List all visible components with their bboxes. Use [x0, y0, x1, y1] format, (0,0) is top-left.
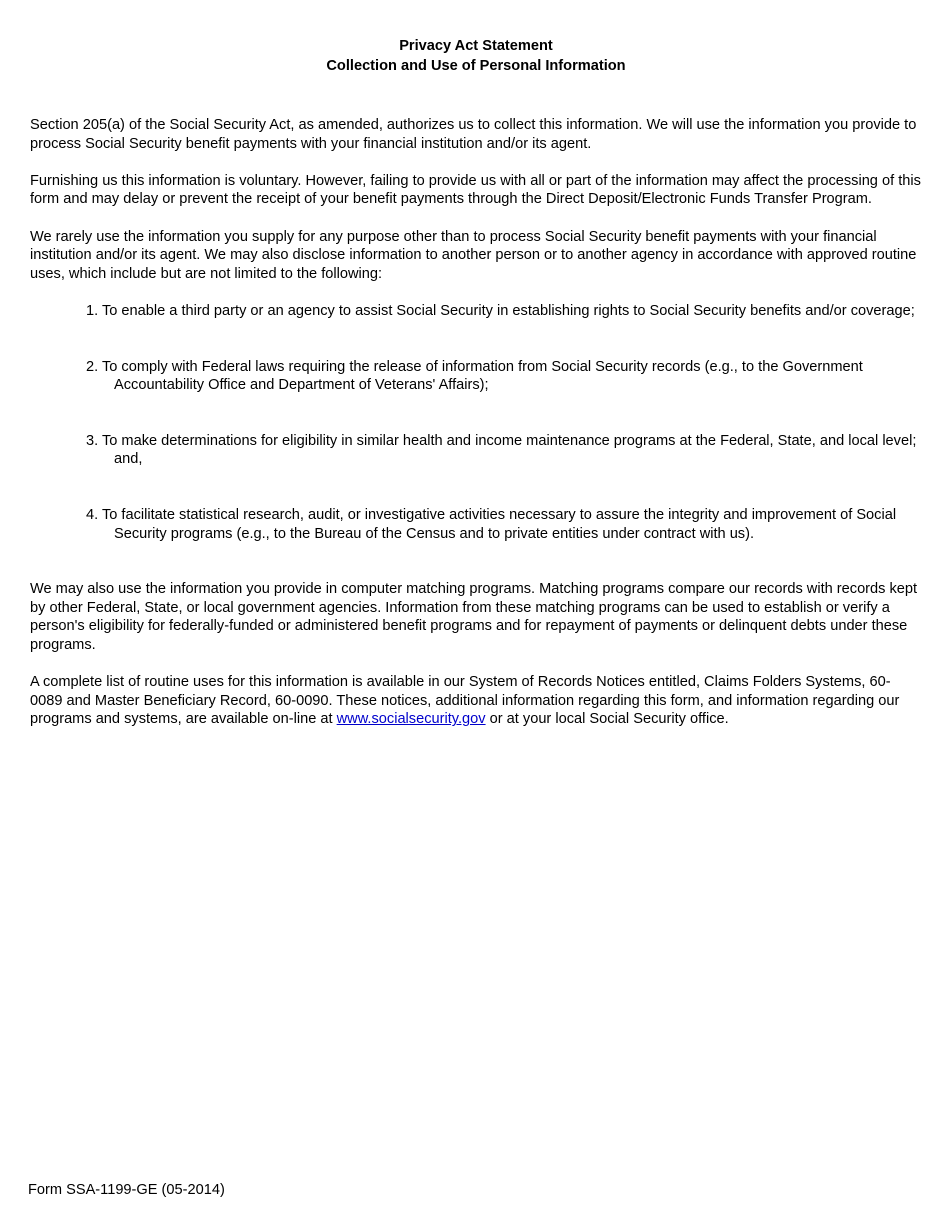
records-notices-text: A complete list of routine uses for this information is available in our System of Records Notices entitled, Claims Folders Systems, 60-0089 and Master Beneficiary Record, 60-0090. These notices, additional information regarding this form, and information regarding our programs and systems, are available on-line at: [30, 674, 900, 728]
records-notices-text-end: or at your local Social Security office.: [485, 711, 729, 728]
paragraph-computer-matching: We may also use the information you provide in computer matching programs. Matching programs compare our records with records kept by other Federal, State, or local government agencies. Information from these matching programs can be used to establish or verify a person's eligibility for federally-funded or administered benefit programs and for repayment of payments or delinquent debts under these programs.: [30, 581, 918, 653]
routine-uses-list: [30, 302, 922, 543]
page-subtitle: Collection and Use of Personal Information: [326, 58, 626, 74]
list-item: 3. To make determinations for eligibility in similar health and income maintenance programs at the Federal, State, and local level; and,: [86, 432, 917, 468]
paragraph-authority: Section 205(a) of the Social Security Act, as amended, authorizes us to collect this information. We will use the information you provide to process Social Security benefit payments with your financial institution and/or its agent.: [30, 117, 917, 152]
socialsecurity-link[interactable]: www.socialsecurity.gov: [336, 711, 486, 728]
list-item: 1. To enable a third party or an agency to assist Social Security in establishing rights to Social Security benefits and/or coverage;: [86, 302, 915, 319]
form-number: Form SSA-1199-GE (05-2014): [28, 1182, 225, 1198]
title-block: [30, 36, 922, 76]
paragraph-voluntary: Furnishing us this information is voluntary. However, failing to provide us with all or part of the information may affect the processing of this form and may delay or prevent the receipt of your benefit payments through the Direct Deposit/Electronic Funds Transfer Program.: [30, 172, 921, 208]
page-title: Privacy Act Statement: [399, 38, 553, 54]
paragraph-records-notices: [30, 673, 922, 729]
list-item: 2. To comply with Federal laws requiring the release of information from Social Security records (e.g., to the Government Accountability Office and Department of Veterans' Affairs);: [86, 358, 863, 394]
privacy-act-document: [30, 36, 922, 747]
paragraph-routine-uses-intro: We rarely use the information you supply for any purpose other than to process Social Security benefit payments with your financial institution and/or its agent. We may also disclose information to another person or to another agency in accordance with approved routine uses, which include but are not limited to the following:: [30, 228, 917, 282]
list-item: 4. To facilitate statistical research, audit, or investigative activities necessary to assure the integrity and improvement of Social Security programs (e.g., to the Bureau of the Census and to private entities under contract with us).: [86, 506, 897, 542]
